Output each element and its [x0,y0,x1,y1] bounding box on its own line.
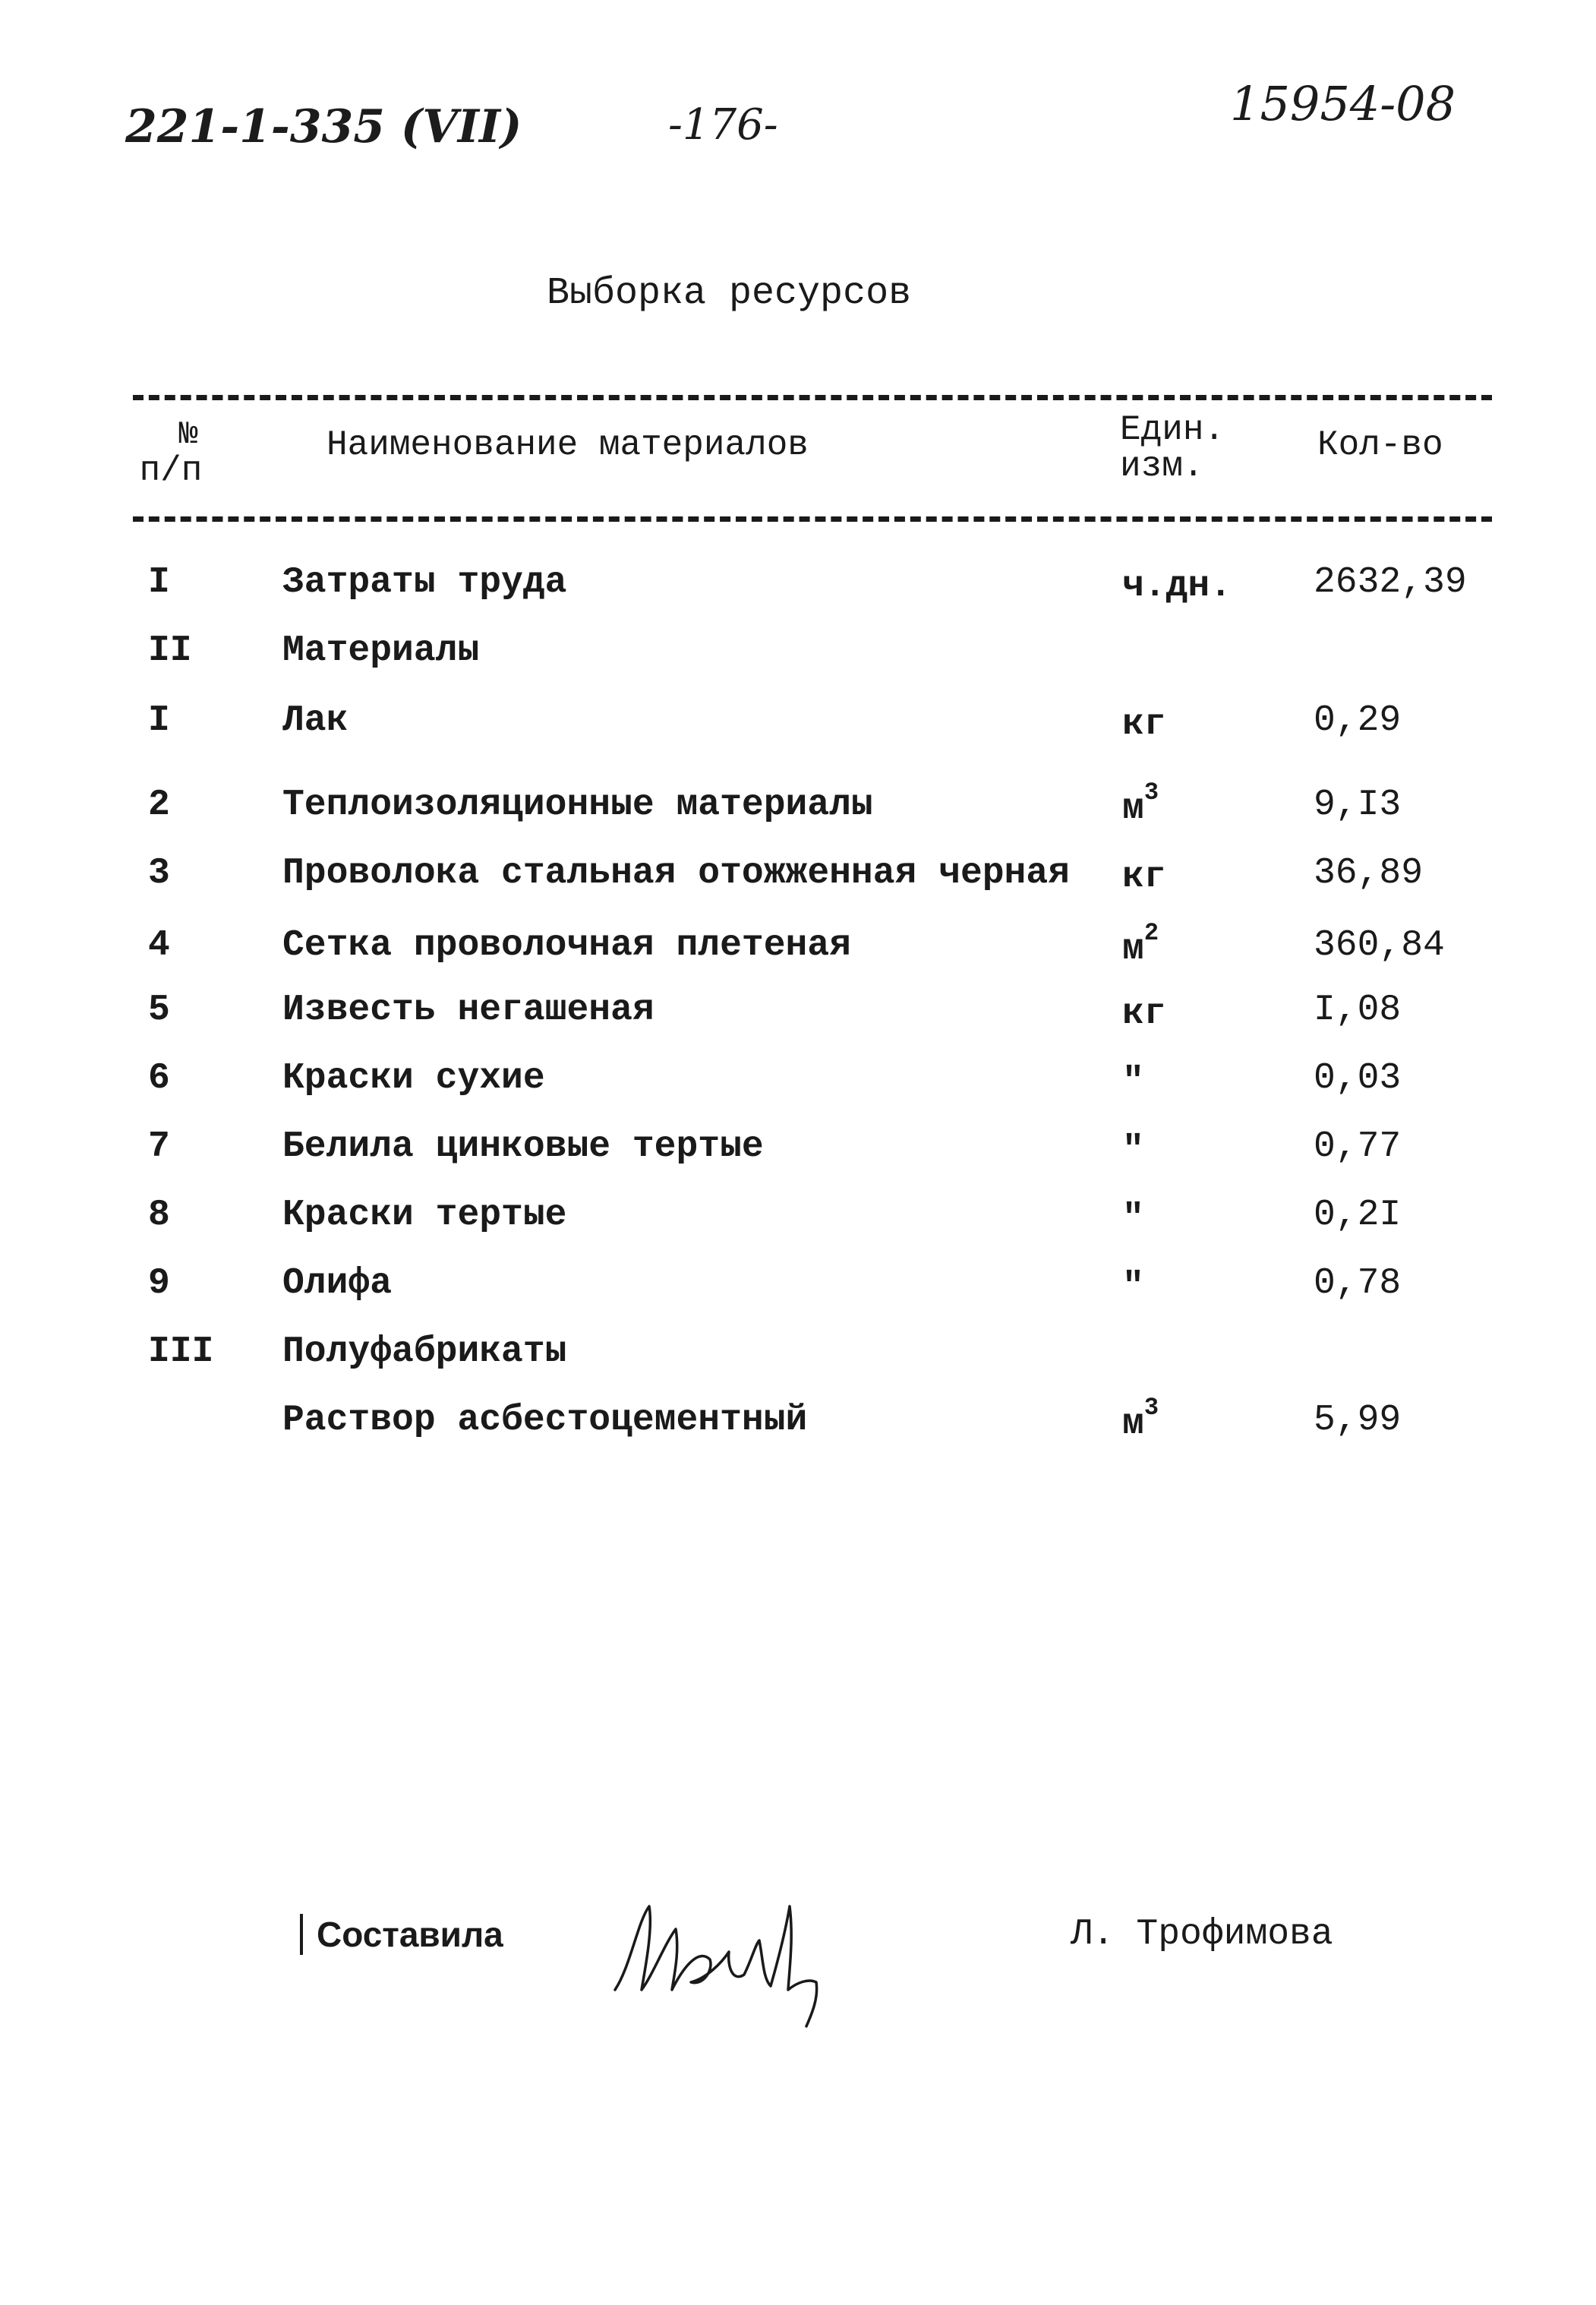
row-name: Лак [282,700,349,741]
row-unit-text: кг [1122,857,1166,898]
row-quantity: 0,77 [1314,1126,1402,1167]
table-row [0,853,1596,914]
row-number: 6 [148,1058,170,1099]
row-quantity: 0,29 [1314,700,1402,741]
row-quantity: 9,I3 [1314,785,1402,826]
row-unit [1122,562,1232,607]
table-row [0,1331,1596,1392]
row-unit-text: м [1122,929,1144,970]
row-unit-exponent: 2 [1143,919,1159,947]
row-number: I [148,562,170,603]
column-header-quantity: Кол-во [1317,425,1443,465]
row-name: Затраты труда [282,562,567,603]
row-number: 2 [148,785,170,826]
row-unit [1122,919,1159,970]
table-row [0,919,1596,986]
row-unit-text: кг [1122,993,1166,1034]
column-header-name: Наименование материалов [326,425,809,465]
row-unit-text: м [1122,1404,1144,1445]
row-unit-text: кг [1122,704,1166,745]
row-name: Олифа [282,1263,393,1304]
column-header-unit-line1: Един. [1120,410,1225,450]
row-unit-text: " [1122,1062,1144,1103]
column-header-number-label: п/п [139,451,203,491]
compiled-by-label: Составила [300,1914,503,1955]
document-code: 221-1-335 (VII) [125,100,522,153]
row-number: 4 [148,925,170,966]
row-quantity: 0,78 [1314,1263,1402,1304]
table-top-rule [133,395,1492,400]
row-unit-text: " [1122,1267,1144,1308]
table-header-rule [133,516,1492,522]
table-row [0,990,1596,1050]
row-quantity: 2632,39 [1314,562,1467,603]
row-unit-exponent: 3 [1143,1394,1159,1422]
row-quantity: 36,89 [1314,853,1424,894]
table-row [0,1263,1596,1324]
row-name: Сетка проволочная плетеная [282,925,851,966]
table-row [0,1058,1596,1119]
row-unit [1122,778,1159,829]
page-title: Выборка ресурсов [547,272,912,315]
table-row [0,700,1596,761]
row-unit [1122,1058,1144,1103]
row-name: Краски сухие [282,1058,545,1099]
row-unit [1122,1195,1144,1239]
row-number: 7 [148,1126,170,1167]
document-number: 15954-08 [1230,76,1456,131]
row-number: II [148,630,192,671]
row-number: 5 [148,990,170,1031]
table-row [0,630,1596,691]
column-header-unit [1120,412,1225,485]
column-header-number [129,416,213,489]
row-name: Белила цинковые тертые [282,1126,764,1167]
row-name: Проволока стальная отожженная черная [282,853,1070,894]
row-name: Полуфабрикаты [282,1331,567,1372]
row-number: I [148,700,170,741]
row-quantity: I,08 [1314,990,1402,1031]
row-unit [1122,700,1166,745]
table-row [0,562,1596,623]
handwritten-signature [607,1876,835,2028]
table-row [0,1195,1596,1255]
table-row [0,1394,1596,1460]
row-name: Материалы [282,630,480,671]
row-unit [1122,1263,1144,1308]
row-name: Краски тертые [282,1195,567,1236]
row-unit-text: ч.дн. [1122,566,1232,607]
row-unit-text: " [1122,1130,1144,1171]
row-name: Раствор асбестоцементный [282,1400,808,1441]
row-quantity: 360,84 [1314,925,1445,966]
row-unit [1122,853,1166,898]
page-number: -176- [668,100,778,150]
row-unit [1122,1394,1159,1445]
table-row [0,1126,1596,1187]
row-quantity: 0,2I [1314,1195,1402,1236]
number-sign: № [178,416,198,453]
row-number: 3 [148,853,170,894]
table-row [0,778,1596,845]
row-unit-exponent: 3 [1143,778,1159,807]
compiler-name: Л. Трофимова [1071,1914,1333,1955]
row-unit [1122,990,1166,1034]
row-name: Известь негашеная [282,990,654,1031]
row-unit-text: м [1122,788,1144,829]
row-quantity: 5,99 [1314,1400,1402,1441]
row-quantity: 0,03 [1314,1058,1402,1099]
row-unit-text: " [1122,1198,1144,1239]
row-number: 9 [148,1263,170,1304]
row-unit [1122,1126,1144,1171]
row-number: 8 [148,1195,170,1236]
column-header-unit-line2: изм. [1120,447,1204,486]
row-name: Теплоизоляционные материалы [282,785,873,826]
row-number: III [148,1331,214,1372]
